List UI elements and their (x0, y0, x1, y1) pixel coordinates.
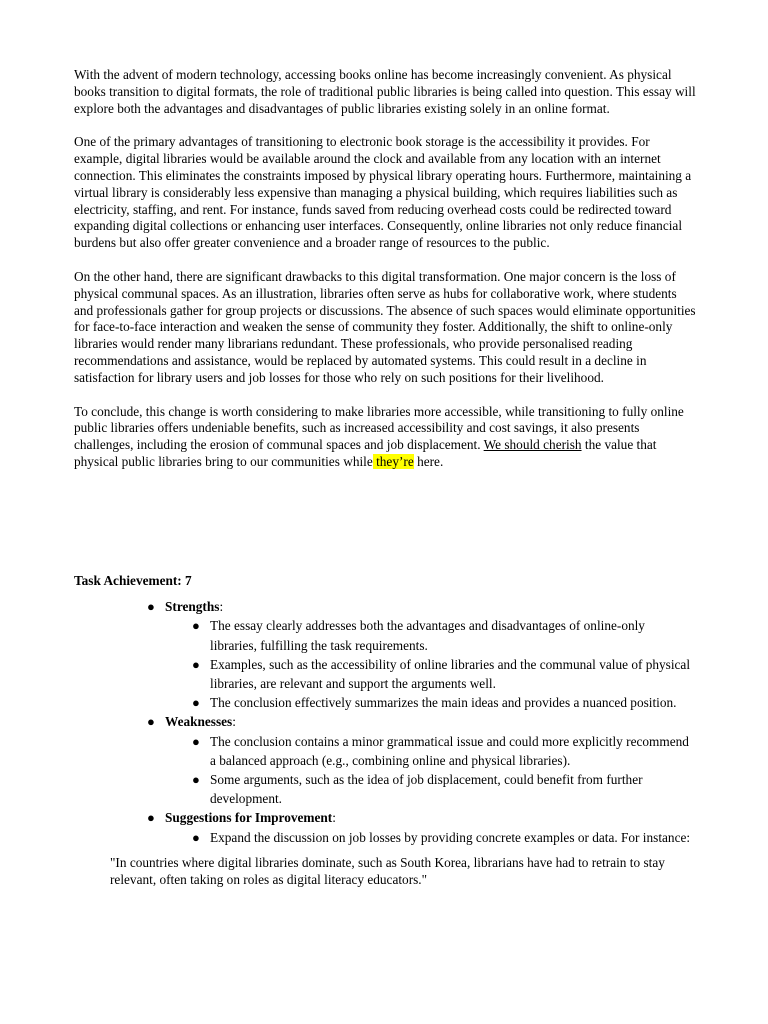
feedback-list (74, 597, 714, 847)
bullet-icon: ● (192, 656, 200, 672)
bullet-icon: ● (192, 618, 200, 634)
highlighted-word: they’re (372, 453, 414, 469)
suggestions-list (165, 828, 714, 847)
list-item-text: The conclusion contains a minor grammatical issue and could more explicitly recommend a balanced approach (e.g., combining online and physical libraries). (210, 733, 689, 768)
feedback-item-weaknesses: ● Weaknesses: ● The conclusion contains a minor grammatical issue and could more explicitly recommend a balanced approach (e.g., combining online and physical libraries). ● Some arguments, such as the idea of job displacement, could benefit from further development. (165, 712, 714, 808)
strengths-list (165, 616, 714, 712)
suggestions-label: Suggestions for Improvement (165, 810, 333, 826)
bullet-icon: ● (192, 733, 200, 749)
list-item (192, 828, 695, 847)
essay-paragraph-advantages: One of the primary advantages of transitioning to electronic book storage is the accessibility it provides. For example, digital libraries would be available around the clock and available from any location with an internet connection. This eliminates the constraints imposed by physical library operating hours. Furthermore, maintaining a virtual library is considerably less expensive than managing a physical building, which requires liabilities such as electricity, staffing, and rent. For instance, funds saved from reducing overhead costs could be redirected toward expanding digital collections or enhancing user interfaces. Consequently, online libraries not only reduce financial burdens but also offer greater convenience and a broader range of resources to the public. (74, 134, 692, 251)
essay-paragraph-conclusion (74, 404, 696, 471)
conclusion-text-middle: the value that physical public libraries bring to our communities while (74, 437, 657, 469)
list-item (192, 616, 695, 654)
list-item-text: Some arguments, such as the idea of job displacement, could benefit from further development. (210, 772, 643, 807)
conclusion-text-end: here. (413, 453, 444, 469)
bullet-icon: ● (192, 695, 200, 711)
weaknesses-list (165, 732, 714, 809)
example-quote: "In countries where digital libraries dominate, such as South Korea, librarians have had to retrain to stay relevant, often taking on roles as digital literacy educators." (110, 854, 665, 887)
feedback-item-suggestions: ● Suggestions for Improvement: ● Expand the discussion on job losses by providing concrete examples or data. For instance: (165, 808, 714, 846)
feedback-section (74, 571, 714, 888)
list-item (192, 732, 695, 770)
conclusion-text-start: To conclude, this change is worth considering to make libraries more accessible, while transitioning to fully online public libraries offers undeniable benefits, such as increased accessibility and cost savings, it also presents challenges, including the erosion of communal spaces and job displacement. (74, 403, 684, 453)
weaknesses-label: Weaknesses (165, 714, 233, 730)
list-item-text: Expand the discussion on job losses by providing concrete examples or data. For instance: (210, 829, 691, 845)
bullet-icon: ● (147, 810, 155, 826)
list-item (192, 655, 695, 693)
essay-paragraph-intro: With the advent of modern technology, accessing books online has become increasingly convenient. As physical books transition to digital formats, the role of traditional public libraries is being called into question. This essay will explore both the advantages and disadvantages of public libraries existing solely in an online format. (74, 67, 696, 116)
bullet-icon: ● (192, 829, 200, 845)
list-item (192, 693, 695, 712)
list-item-text: The essay clearly addresses both the advantages and disadvantages of online-only libraries, fulfilling the task requirements. (210, 618, 645, 653)
bullet-icon: ● (147, 714, 155, 730)
bullet-icon: ● (192, 772, 200, 788)
underlined-phrase: We should cherish (483, 437, 582, 453)
bullet-icon: ● (147, 599, 155, 615)
essay-paragraph-disadvantages: On the other hand, there are significant drawbacks to this digital transformation. One major concern is the loss of physical communal spaces. As an illustration, libraries often serve as hubs for collaborative work, where students and professionals gather for group projects or discussions. The absence of such spaces would eliminate opportunities for face-to-face interaction and weaken the sense of community they foster. Additionally, the shift to online-only libraries would render many librarians redundant. These professionals, who provide personalised reading recommendations and assistance, would be replaced by automated systems. This could result in a decline in satisfaction for library users and job losses for those who rely on such positions for their livelihood. (74, 268, 696, 385)
list-item-text: The conclusion effectively summarizes the main ideas and provides a nuanced position. (210, 695, 677, 711)
list-item (192, 770, 695, 808)
list-item-text: Examples, such as the accessibility of online libraries and the communal value of physical libraries, are relevant and support the arguments well. (210, 656, 691, 692)
strengths-label: Strengths (165, 599, 220, 615)
essay-body (74, 67, 696, 488)
task-achievement-heading: Task Achievement: 7 (74, 573, 192, 588)
feedback-item-strengths: ● Strengths: ● The essay clearly addresses both the advantages and disadvantages of online-only libraries, fulfilling the task requirements. ● Examples, such as the accessibility of online libraries and the communal value of physical libraries, are relevant and support the arguments well. ● The conclusion effectively summarizes the main ideas and provides a nuanced position. (165, 597, 714, 712)
